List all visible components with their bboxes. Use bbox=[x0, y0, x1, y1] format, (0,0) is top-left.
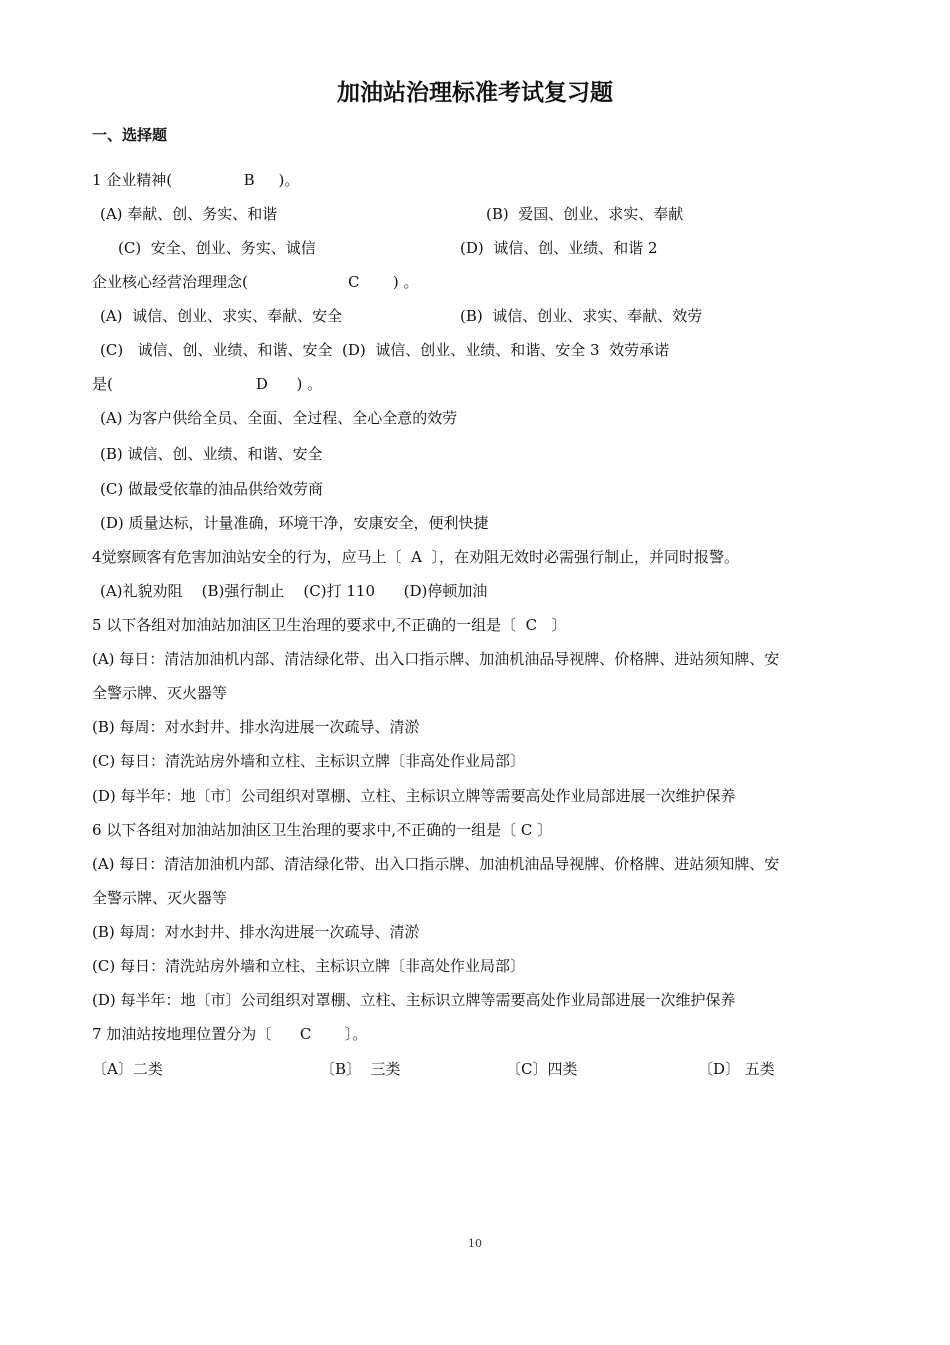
page-number: 10 bbox=[468, 1237, 482, 1250]
section-heading: 一、选择题 bbox=[92, 126, 168, 144]
option-6b: (B) 每周：对水封井、排水沟进展一次疏导、清淤 bbox=[92, 923, 420, 941]
option-5d: (D) 每半年：地〔市〕公司组织对罩棚、立柱、主标识立牌等需要高处作业局部进展一次维护保养 bbox=[92, 787, 736, 805]
option-7c: 〔C〕四类 bbox=[506, 1060, 578, 1078]
option-3b: (B) 诚信、创、业绩、和谐、安全 bbox=[100, 445, 323, 463]
question-7: 7 加油站按地理位置分为〔 C 〕。 bbox=[92, 1025, 368, 1043]
option-6c: (C) 每日：清洗站房外墙和立柱、主标识立牌〔非高处作业局部〕 bbox=[92, 957, 525, 975]
question-1: 1 企业精神( B )。 bbox=[92, 171, 300, 189]
option-3d: (D) 质量达标，计量准确，环境干净，安康安全，便利快捷 bbox=[100, 514, 489, 532]
option-3a: (A) 为客户供给全员、全面、全过程、全心全意的效劳 bbox=[100, 409, 458, 427]
option-3c: (C) 做最受依靠的油品供给效劳商 bbox=[100, 480, 323, 498]
option-1b: (B) 爱国、创业、求实、奉献 bbox=[486, 205, 684, 223]
option-1c: (C) 安全、创业、务实、诚信 bbox=[118, 239, 316, 257]
question-5: 5 以下各组对加油站加油区卫生治理的要求中,不正确的一组是〔 C 〕 bbox=[92, 616, 567, 634]
options-4: (A)礼貌劝阻 (B)强行制止 (C)打 110 (D)停顿加油 bbox=[100, 582, 488, 600]
option-7d: 〔D〕 五类 bbox=[698, 1060, 775, 1078]
option-1d: (D) 诚信、创、业绩、和谐 2 bbox=[460, 239, 658, 257]
option-5a: (A) 每日：清洁加油机内部、清洁绿化带、出入口指示牌、加油机油品导视牌、价格牌、进站须知牌、安 bbox=[92, 650, 780, 668]
option-5c: (C) 每日：清洗站房外墙和立柱、主标识立牌〔非高处作业局部〕 bbox=[92, 752, 525, 770]
question-6: 6 以下各组对加油站加油区卫生治理的要求中,不正确的一组是〔 C 〕 bbox=[92, 821, 553, 839]
option-6d: (D) 每半年：地〔市〕公司组织对罩棚、立柱、主标识立牌等需要高处作业局部进展一次维护保养 bbox=[92, 991, 736, 1009]
option-2cd-question-3: (C) 诚信、创、业绩、和谐、安全 (D) 诚信、创业、业绩、和谐、安全 3 效劳承诺 bbox=[100, 341, 670, 359]
option-2a: (A) 诚信、创业、求实、奉献、安全 bbox=[100, 307, 343, 325]
question-3-cont: 是( D ) 。 bbox=[92, 375, 323, 393]
option-1a: (A) 奉献、创、务实、和谐 bbox=[100, 205, 278, 223]
option-6a-cont: 全警示牌、灭火器等 bbox=[92, 889, 228, 907]
option-2b: (B) 诚信、创业、求实、奉献、效劳 bbox=[460, 307, 703, 325]
document-title: 加油站治理标准考试复习题 bbox=[337, 80, 613, 106]
question-2: 企业核心经营治理理念( C ) 。 bbox=[92, 273, 419, 291]
option-5a-cont: 全警示牌、灭火器等 bbox=[92, 684, 228, 702]
option-7a: 〔A〕二类 bbox=[92, 1060, 163, 1078]
question-4: 4觉察顾客有危害加油站安全的行为，应马上〔 A 〕，在劝阻无效时必需强行制止，并同时报警。 bbox=[92, 548, 739, 566]
option-6a: (A) 每日：清洁加油机内部、清洁绿化带、出入口指示牌、加油机油品导视牌、价格牌、进站须知牌、安 bbox=[92, 855, 780, 873]
option-5b: (B) 每周：对水封井、排水沟进展一次疏导、清淤 bbox=[92, 718, 420, 736]
option-7b: 〔B〕 三类 bbox=[320, 1060, 401, 1078]
